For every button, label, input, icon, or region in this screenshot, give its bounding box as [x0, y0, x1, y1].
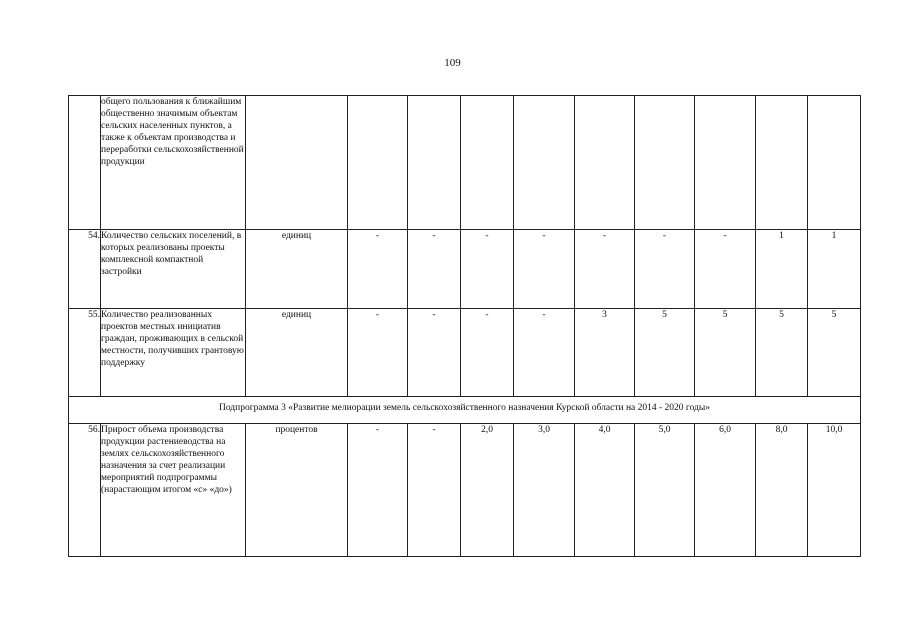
value-cell: 5	[695, 309, 756, 397]
table-row	[69, 424, 861, 557]
page-number: 109	[444, 57, 461, 69]
table-row	[69, 96, 861, 230]
subprogram-row	[69, 397, 861, 424]
value-cell: 5	[756, 309, 808, 397]
value-cell: 1	[808, 230, 861, 309]
value-cell: 5	[808, 309, 861, 397]
row-number: 55.	[69, 309, 101, 397]
value-cell: 2,0	[461, 424, 514, 557]
table-row	[69, 309, 861, 397]
value-cell: -	[348, 309, 408, 397]
value-cell: -	[408, 230, 461, 309]
value-cell: 3	[575, 309, 635, 397]
value-cell: 5	[635, 309, 695, 397]
row-number	[69, 96, 101, 230]
indicator-name: Количество сельских поселений, в которых реализованы проекты комплексной компактной застройки	[101, 230, 246, 309]
value-cell	[348, 96, 408, 230]
value-cell: 8,0	[756, 424, 808, 557]
value-cell: 4,0	[575, 424, 635, 557]
value-cell: -	[408, 309, 461, 397]
value-cell: -	[514, 309, 575, 397]
value-cell	[808, 96, 861, 230]
value-cell	[695, 96, 756, 230]
subprogram-title: Подпрограмма 3 «Развитие мелиорации земель сельскохозяйственного назначения Курской области на 2014 - 2020 годы»	[69, 397, 861, 424]
value-cell: 5,0	[635, 424, 695, 557]
value-cell	[756, 96, 808, 230]
value-cell: -	[348, 230, 408, 309]
unit-cell: процентов	[246, 424, 348, 557]
value-cell: -	[408, 424, 461, 557]
table-row	[69, 230, 861, 309]
value-cell	[461, 96, 514, 230]
value-cell: 1	[756, 230, 808, 309]
value-cell: -	[575, 230, 635, 309]
value-cell	[635, 96, 695, 230]
indicator-name: общего пользования к ближайшим общественно значимым объектам сельских населенных пунктов, а также к объектам производства и переработки сельскохозяйственной продукции	[101, 96, 246, 230]
unit-cell	[246, 96, 348, 230]
value-cell	[408, 96, 461, 230]
value-cell	[575, 96, 635, 230]
unit-cell: единиц	[246, 309, 348, 397]
value-cell	[514, 96, 575, 230]
unit-cell: единиц	[246, 230, 348, 309]
indicators-table	[68, 95, 861, 557]
value-cell: -	[461, 309, 514, 397]
row-number: 56.	[69, 424, 101, 557]
value-cell: -	[514, 230, 575, 309]
value-cell: 3,0	[514, 424, 575, 557]
value-cell: 10,0	[808, 424, 861, 557]
value-cell: 6,0	[695, 424, 756, 557]
value-cell: -	[695, 230, 756, 309]
row-number: 54.	[69, 230, 101, 309]
value-cell: -	[635, 230, 695, 309]
indicator-name: Прирост объема производства продукции растениеводства на землях сельскохозяйственного назначения за счет реализации мероприятий подпрограммы (нарастающим итогом «с» «до»)	[101, 424, 246, 557]
indicator-name: Количество реализованных проектов местных инициатив граждан, проживающих в сельской местности, получивших грантовую поддержку	[101, 309, 246, 397]
value-cell: -	[348, 424, 408, 557]
value-cell: -	[461, 230, 514, 309]
